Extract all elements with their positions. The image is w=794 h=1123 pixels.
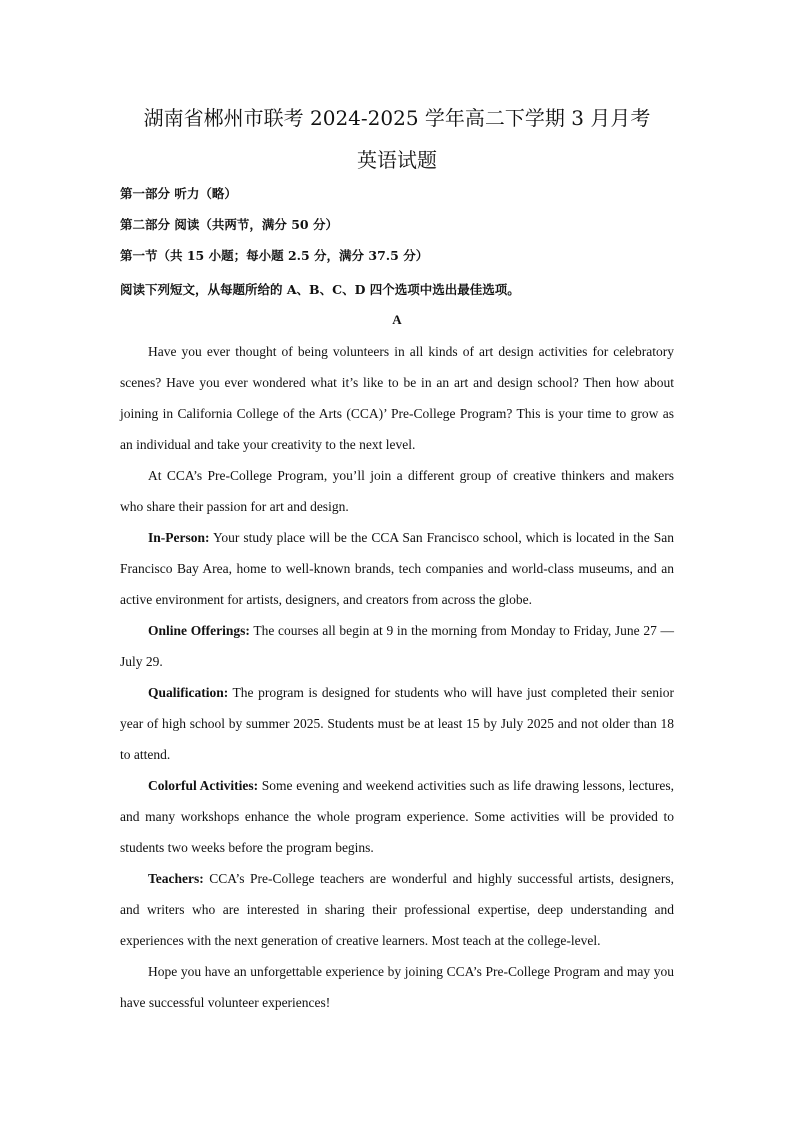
- paragraph: Teachers: CCA’s Pre-College teachers are wonderful and highly successful artists, designers, and writers who are interested in sharing their professional expertise, deep understanding and experiences with the next generation of creative learners. Most teach at the college-level.: [120, 871, 674, 948]
- paragraph-lead: Qualification:: [148, 685, 229, 700]
- paragraph-lead: Online Offerings:: [148, 623, 250, 638]
- section-1-heading: 第一节（共 15 小题；每小题 2.5 分，满分 37.5 分）: [120, 248, 429, 263]
- paragraph: Online Offerings: The courses all begin at 9 in the morning from Monday to Friday, June 27 — July 29.: [120, 623, 674, 669]
- paragraph-lead: In-Person:: [148, 530, 210, 545]
- instruction-text: 阅读下列短文，从每题所给的 A、B、C、D 四个选项中选出最佳选项。: [120, 282, 520, 297]
- paragraph-lead: Teachers:: [148, 871, 204, 886]
- paragraph: Colorful Activities: Some evening and weekend activities such as life drawing lessons, lectures, and many workshops enhance the whole program experience. Some activities will be provided to students two weeks before the program begins.: [120, 778, 674, 855]
- paragraph: In-Person: Your study place will be the CCA San Francisco school, which is located in the San Francisco Bay Area, home to well-known brands, tech companies and world-class museums, and an active environment for artists, designers, and creators from across the globe.: [120, 530, 674, 607]
- paragraph-lead: Colorful Activities:: [148, 778, 259, 793]
- paragraph: Have you ever thought of being volunteers in all kinds of art design activities for celebratory scenes? Have you ever wondered what it’s like to be in an art and design school? Then how about joining in California College of the Arts (CCA)’ Pre-College Program? This is your time to grow as an individual and take your creativity to the next level.: [120, 344, 674, 452]
- passage-body: [120, 336, 674, 1018]
- section-part-2: 第二部分 阅读（共两节，满分 50 分）: [120, 217, 338, 232]
- passage-label: A: [392, 312, 402, 327]
- paragraph: Qualification: The program is designed for students who will have just completed their senior year of high school by summer 2025. Students must be at least 15 by July 2025 and not older than 18 to attend.: [120, 685, 674, 762]
- section-part-1: 第一部分 听力（略）: [120, 186, 237, 201]
- document-subtitle: 英语试题: [357, 148, 437, 172]
- paragraph: At CCA’s Pre-College Program, you’ll join a different group of creative thinkers and makers who share their passion for art and design.: [120, 468, 674, 514]
- document-title: 湖南省郴州市联考 2024-2025 学年高二下学期 3 月月考: [143, 106, 651, 130]
- paragraph: Hope you have an unforgettable experience by joining CCA’s Pre-College Program and may you have successful volunteer experiences!: [120, 964, 674, 1010]
